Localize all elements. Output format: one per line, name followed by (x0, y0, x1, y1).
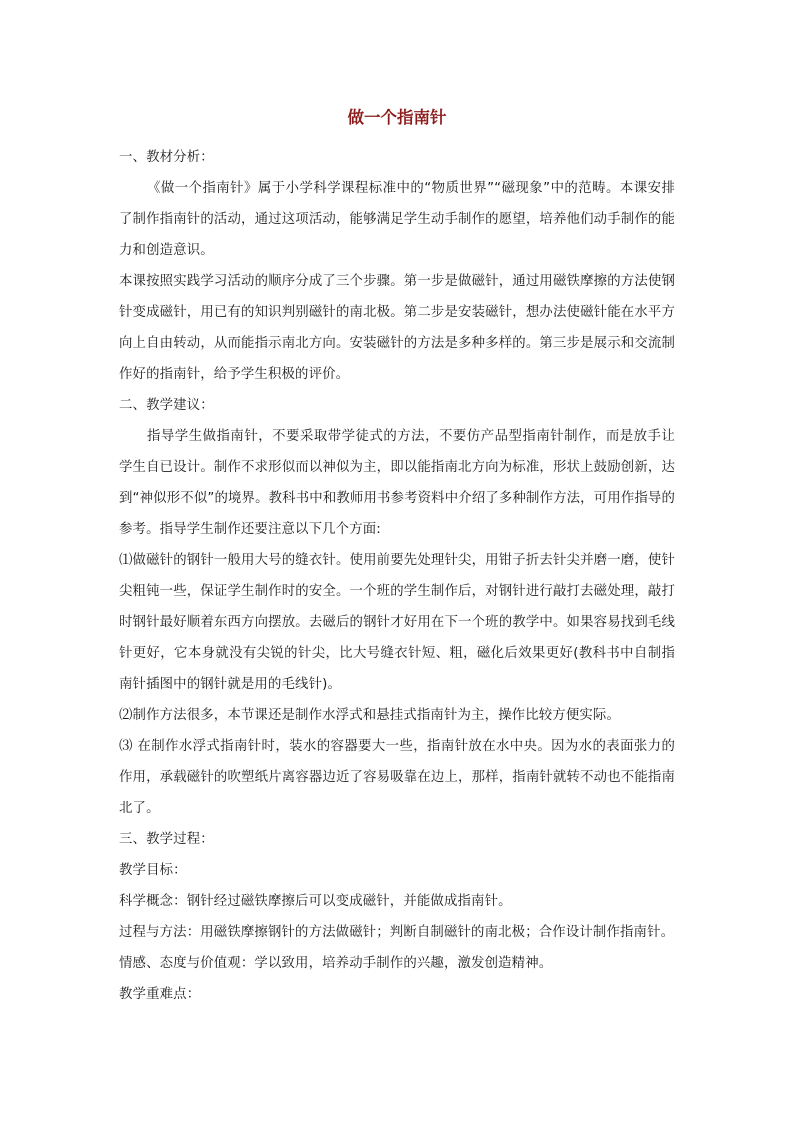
paragraph: 指导学生做指南针，不要采取带学徒式的方法，不要仿产品型指南针制作，而是放手让学生自已设计。制作不求形似而以神似为主，即以能指南北方向为标准，形状上鼓励创新，达到“神似形不似”的境界。教科书中和教师用书参考资料中介绍了多种制作方法，可用作指导的参考。指导学生制作还要注意以下几个方面: (119, 429, 675, 537)
list-item: ⑴做磁针的钢针一般用大号的缝衣针。使用前要先处理针尖，用钳子折去针尖并磨一磨，使针尖粗钝一些，保证学生制作时的安全。一个班的学生制作后，对钢针进行敲打去磁处理，敲打时钢针最好顺着东西方向摆放。去磁后的钢针才好用在下一个班的教学中。如果容易找到毛线针更好，它本身就没有尖锐的针尖，比大号缝衣针短、粗，磁化后效果更好(教科书中自制指南针插图中的钢针就是用的毛线针)。 (119, 553, 675, 692)
document-body (119, 142, 675, 1010)
subheading-key-points: 教学重难点： (119, 987, 201, 1002)
subheading-teaching-goals: 教学目标： (119, 863, 187, 878)
section-heading-teaching-suggestions: 二、教学建议： (119, 398, 214, 413)
paragraph: 科学概念：钢针经过磁铁摩擦后可以变成磁针，并能做成指南针。 (119, 894, 512, 909)
list-item: ⑶ 在制作水浮式指南针时，装水的容器要大一些，指南针放在水中央。因为水的表面张力的作用，承载磁针的吹塑纸片离容器边近了容易吸靠在边上，那样，指南针就转不动也不能指南北了。 (119, 739, 675, 816)
paragraph: 过程与方法：用磁铁摩擦钢针的方法做磁针；判断自制磁针的南北极；合作设计制作指南针。 (119, 925, 675, 940)
paragraph: 本课按照实践学习活动的顺序分成了三个步骤。第一步是做磁针，通过用磁铁摩擦的方法使钢针变成磁针，用已有的知识判别磁针的南北极。第二步是安装磁针，想办法使磁针能在水平方向上自由转动，从而能指示南北方向。安装磁针的方法是多种多样的。第三步是展示和交流制作好的指南针，给予学生积极的评价。 (119, 274, 675, 382)
section-heading-teaching-process: 三、教学过程： (119, 832, 214, 847)
list-item: ⑵制作方法很多，本节课还是制作水浮式和悬挂式指南针为主，操作比较方便实际。 (119, 708, 621, 723)
section-heading-textbook-analysis: 一、教材分析： (119, 150, 214, 165)
document-title: 做一个指南针 (347, 108, 447, 127)
paragraph: 情感、态度与价值观：学以致用，培养动手制作的兴趣，激发创造精神。 (119, 956, 553, 971)
paragraph: 《做一个指南针》属于小学科学课程标准中的“物质世界”“磁现象”中的范畴。本课安排了制作指南针的活动，通过这项活动，能够满足学生动手制作的愿望，培养他们动手制作的能力和创造意识。 (119, 181, 675, 258)
